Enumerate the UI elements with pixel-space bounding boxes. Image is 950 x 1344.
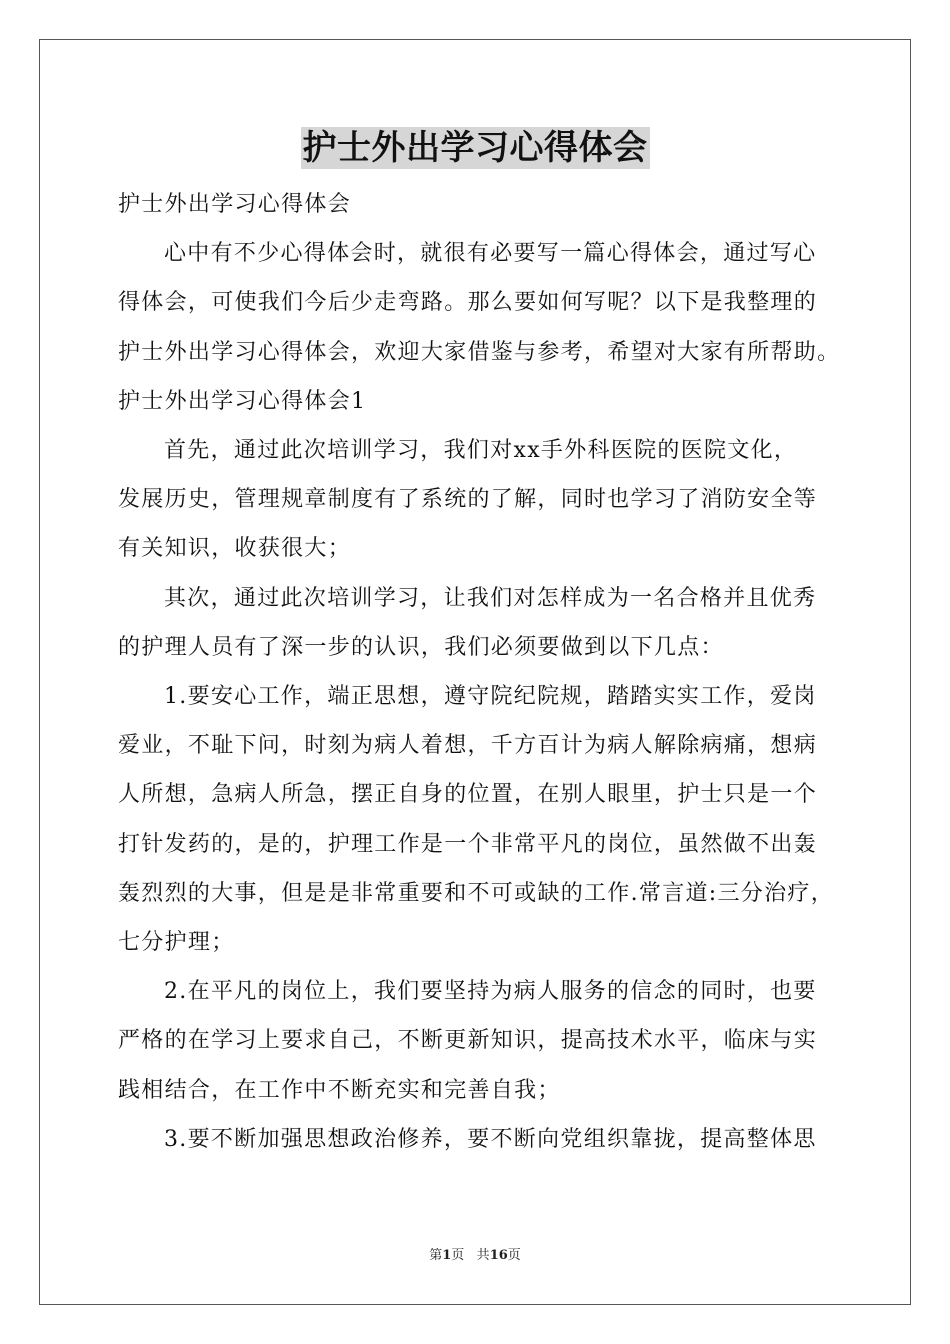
total-suffix: 页 xyxy=(507,1248,521,1263)
total-pages: 16 xyxy=(489,1248,508,1263)
total-prefix: 共 xyxy=(476,1248,490,1263)
paragraph-line: 人所想，急病人所急，摆正自身的位置，在别人眼里，护士只是一个 xyxy=(118,782,818,808)
page-footer xyxy=(0,1244,950,1263)
paragraph-line: 打针发药的，是的，护理工作是一个非常平凡的岗位，虽然做不出轰 xyxy=(118,831,818,857)
paragraph-line: 首先，通过此次培训学习，我们对xx手外科医院的医院文化， xyxy=(164,438,798,464)
list-item-line: 1.要安心工作，端正思想，遵守院纪院规，踏踏实实工作，爱岗 xyxy=(164,684,817,710)
title-container xyxy=(0,127,950,169)
section-heading: 护士外出学习心得体会1 xyxy=(118,388,367,414)
paragraph-line: 发展历史，管理规章制度有了系统的了解，同时也学习了消防安全等 xyxy=(118,487,818,513)
page-suffix: 页 xyxy=(451,1248,465,1263)
page-number: 1 xyxy=(442,1248,452,1263)
list-item-line: 2.在平凡的岗位上，我们要坚持为病人服务的信念的同时，也要 xyxy=(164,979,817,1005)
paragraph-line: 的护理人员有了深一步的认识，我们必须要做到以下几点： xyxy=(118,634,724,660)
paragraph-line: 严格的在学习上要求自己，不断更新知识，提高技术水平，临床与实 xyxy=(118,1028,818,1054)
paragraph-line: 有关知识，收获很大； xyxy=(118,536,352,562)
paragraph-line: 践相结合，在工作中不断充实和完善自我； xyxy=(118,1077,561,1103)
document-body xyxy=(118,180,840,1164)
document-title: 护士外出学习心得体会 xyxy=(302,128,648,168)
paragraph-line: 得体会，可使我们今后少走弯路。那么要如何写呢？以下是我整理的 xyxy=(118,290,818,316)
paragraph-line: 心中有不少心得体会时，就很有必要写一篇心得体会，通过写心 xyxy=(164,241,817,267)
paragraph-line: 其次，通过此次培训学习，让我们对怎样成为一名合格并且优秀 xyxy=(164,585,817,611)
paragraph-line: 爱业，不耻下问，时刻为病人着想，千方百计为病人解除病痛，想病 xyxy=(118,733,818,759)
page-prefix: 第 xyxy=(429,1248,443,1263)
paragraph-line: 七分护理； xyxy=(118,930,235,956)
paragraph-line: 护士外出学习心得体会，欢迎大家借鉴与参考，希望对大家有所帮助。 xyxy=(118,339,841,365)
paragraph-line: 轰烈烈的大事，但是是非常重要和不可或缺的工作.常言道:三分治疗， xyxy=(118,880,835,906)
subtitle-line: 护士外出学习心得体会 xyxy=(118,192,352,217)
list-item-line: 3.要不断加强思想政治修养，要不断向党组织靠拢，提高整体思 xyxy=(164,1126,817,1152)
